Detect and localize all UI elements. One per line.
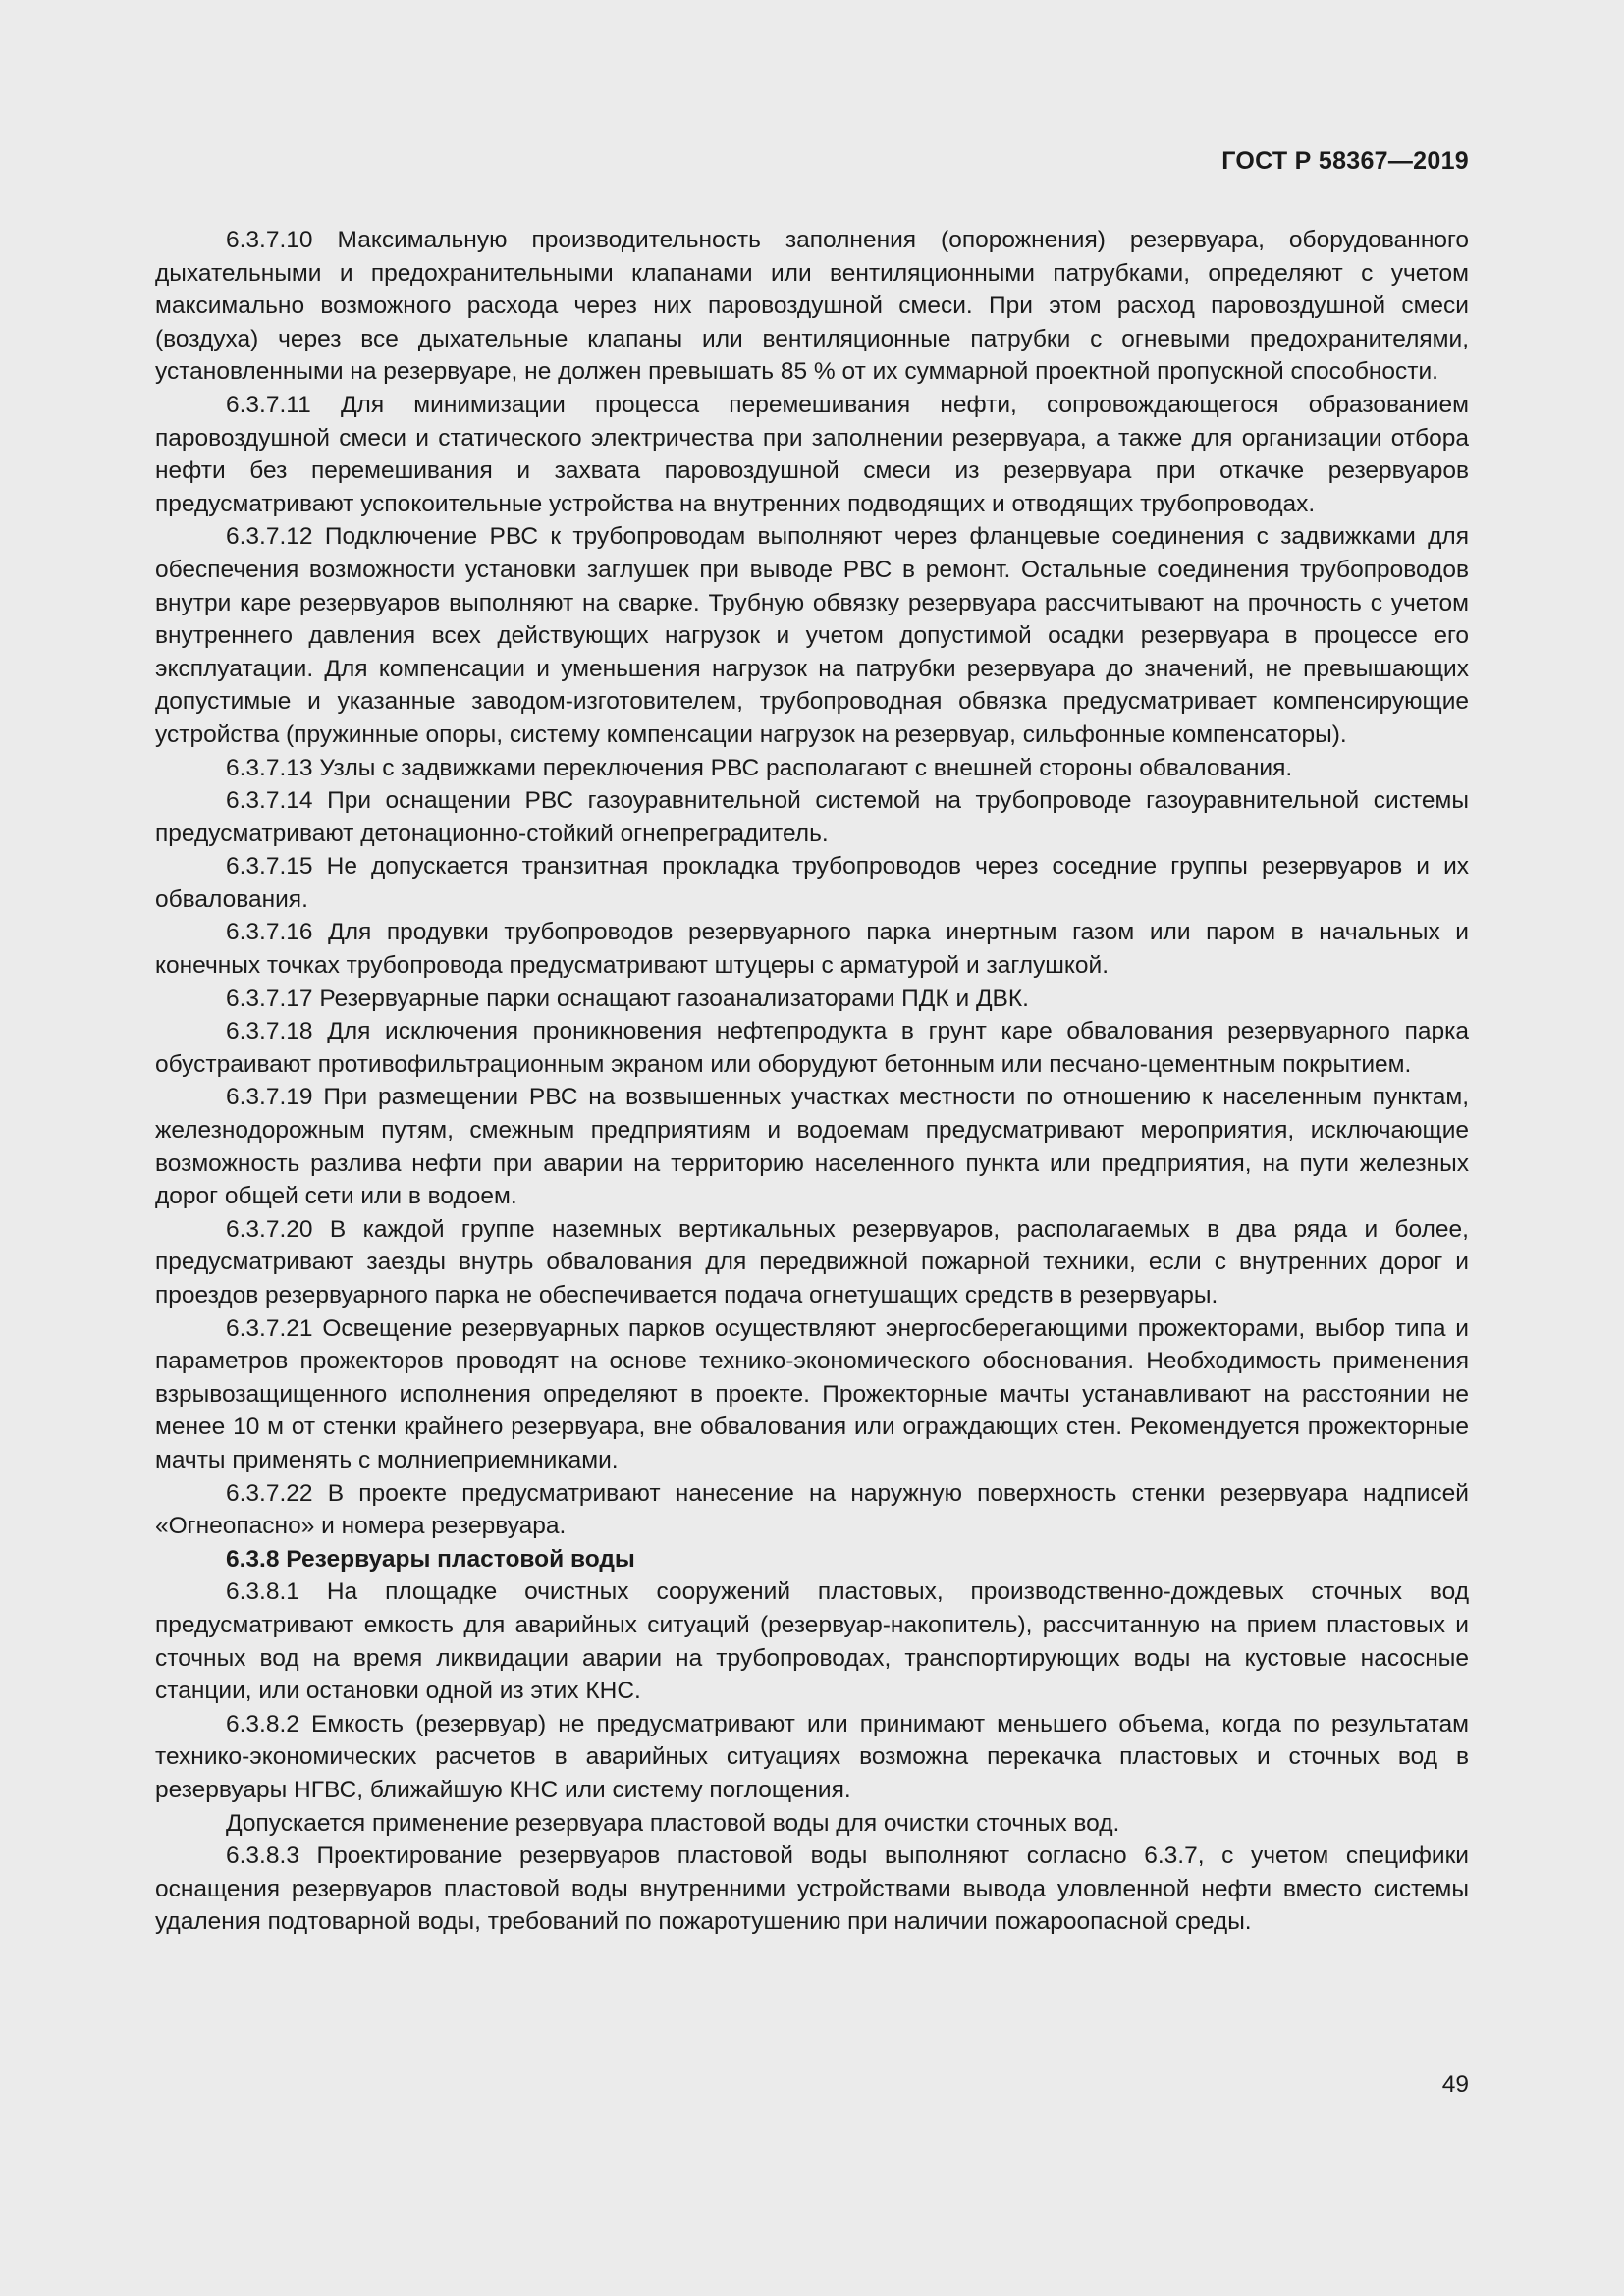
paragraph: 6.3.7.22 В проекте предусматривают нанесение на наружную поверхность стенки резервуара надписей «Огнеопасно» и номера резервуара. [155,1479,1469,1540]
paragraph: 6.3.7.11 Для минимизации процесса перемешивания нефти, сопровождающегося образованием паровоздушной смеси и статического электричества при заполнении резервуара, а также для организации отбора нефти без перемешивания и захвата паровоздушной смеси из резервуара при откачке резервуаров предусматривают успокоительные устройства на внутренних подводящих и отводящих трубопроводах. [155,391,1469,517]
paragraph: 6.3.7.15 Не допускается транзитная прокладка трубопроводов через соседние группы резервуаров и их обвалования. [155,853,1469,913]
paragraph: 6.3.7.14 При оснащении РВС газоуравнительной системой на трубопроводе газоуравнительной системы предусматривают детонационно-стойкий огнепреградитель. [155,787,1469,847]
paragraph: 6.3.7.17 Резервуарные парки оснащают газоанализаторами ПДК и ДВК. [226,985,1029,1012]
paragraph: 6.3.7.20 В каждой группе наземных вертикальных резервуаров, располагаемых в два ряда и более, предусматривают заезды внутрь обвалования для передвижной пожарной техники, если с внутренних дорог и проездов резервуарного парка не обеспечивается подача огнетушащих средств в резервуары. [155,1215,1469,1308]
paragraph: 6.3.8.3 Проектирование резервуаров пластовой воды выполняют согласно 6.3.7, с учетом специфики оснащения резервуаров пластовой воды внутренними устройствами вывода уловленной нефти вместо системы удаления подтоварной воды, требований по пожаротушению при наличии пожароопасной среды. [155,1842,1469,1936]
paragraph: 6.3.7.12 Подключение РВС к трубопроводам выполняют через фланцевые соединения с задвижками для обеспечения возможности установки заглушек при выводе РВС в ремонт. Остальные соединения трубопроводов внутри каре резервуаров выполняют на сварке. Трубную обвязку резервуара рассчитывают на прочность с учетом внутреннего давления всех действующих нагрузок и учетом допустимой осадки резервуара в процессе его эксплуатации. Для компенсации и уменьшения нагрузок на патрубки резервуара до значений, не превышающих допустимые и указанные заводом-изготовителем, трубопроводная обвязка предусматривает компенсирующие устройства (пружинные опоры, систему компенсации нагрузок на резервуар, сильфонные компенсаторы). [155,523,1469,748]
paragraph: 6.3.8.2 Емкость (резервуар) не предусматривают или принимают меньшего объема, когда по результатам технико-экономических расчетов в аварийных ситуациях возможна перекачка пластовых и сточных вод в резервуары НГВС, ближайшую КНС или систему поглощения. [155,1710,1469,1803]
paragraph: 6.3.7.13 Узлы с задвижками переключения РВС располагают с внешней стороны обвалования. [226,754,1293,781]
document-body [155,224,1469,1939]
paragraph: 6.3.8.1 На площадке очистных сооружений пластовых, производственно-дождевых сточных вод предусматривают емкость для аварийных ситуаций (резервуар-накопитель), рассчитанную на прием пластовых и сточных вод на время ликвидации аварии на трубопроводах, транспортирующих воды на кустовые насосные станции, или остановки одной из этих КНС. [155,1578,1469,1705]
section-heading: 6.3.8 Резервуары пластовой воды [226,1545,635,1573]
standard-id-header: ГОСТ Р 58367—2019 [1221,147,1469,175]
paragraph: Допускается применение резервуара пластовой воды для очистки сточных вод. [226,1809,1120,1837]
paragraph: 6.3.7.19 При размещении РВС на возвышенных участках местности по отношению к населенным пунктам, железнодорожным путям, смежным предприятиям и водоемам предусматривают мероприятия, исключающие возможность разлива нефти при аварии на территорию населенного пункта или предприятия, на пути железных дорог общей сети или в водоем. [155,1084,1469,1210]
paragraph: 6.3.7.18 Для исключения проникновения нефтепродукта в грунт каре обвалования резервуарного парка обустраивают противофильтрационным экраном или оборудуют бетонным или песчано-цементным покрытием. [155,1018,1469,1078]
paragraph: 6.3.7.16 Для продувки трубопроводов резервуарного парка инертным газом или паром в начальных и конечных точках трубопровода предусматривают штуцеры с арматурой и заглушкой. [155,919,1469,980]
page-number: 49 [1441,2071,1469,2098]
paragraph: 6.3.7.10 Максимальную производительность заполнения (опорожнения) резервуара, оборудованного дыхательными и предохранительными клапанами или вентиляционными патрубками, определяют с учетом максимально возможного расхода через них паровоздушной смеси. При этом расход паровоздушной смеси (воздуха) через все дыхательные клапаны или вентиляционные патрубки с огневыми предохранителями, установленными на резервуаре, не должен превышать 85 % от их суммарной проектной пропускной способности. [155,227,1469,386]
paragraph: 6.3.7.21 Освещение резервуарных парков осуществляют энергосберегающими прожекторами, выбор типа и параметров прожекторов проводят на основе технико-экономического обоснования. Необходимость применения взрывозащищенного исполнения определяют в проекте. Прожекторные мачты устанавливают на расстоянии не менее 10 м от стенки крайнего резервуара, вне обвалования или ограждающих стен. Рекомендуется прожекторные мачты применять с молниеприемниками. [155,1314,1469,1473]
